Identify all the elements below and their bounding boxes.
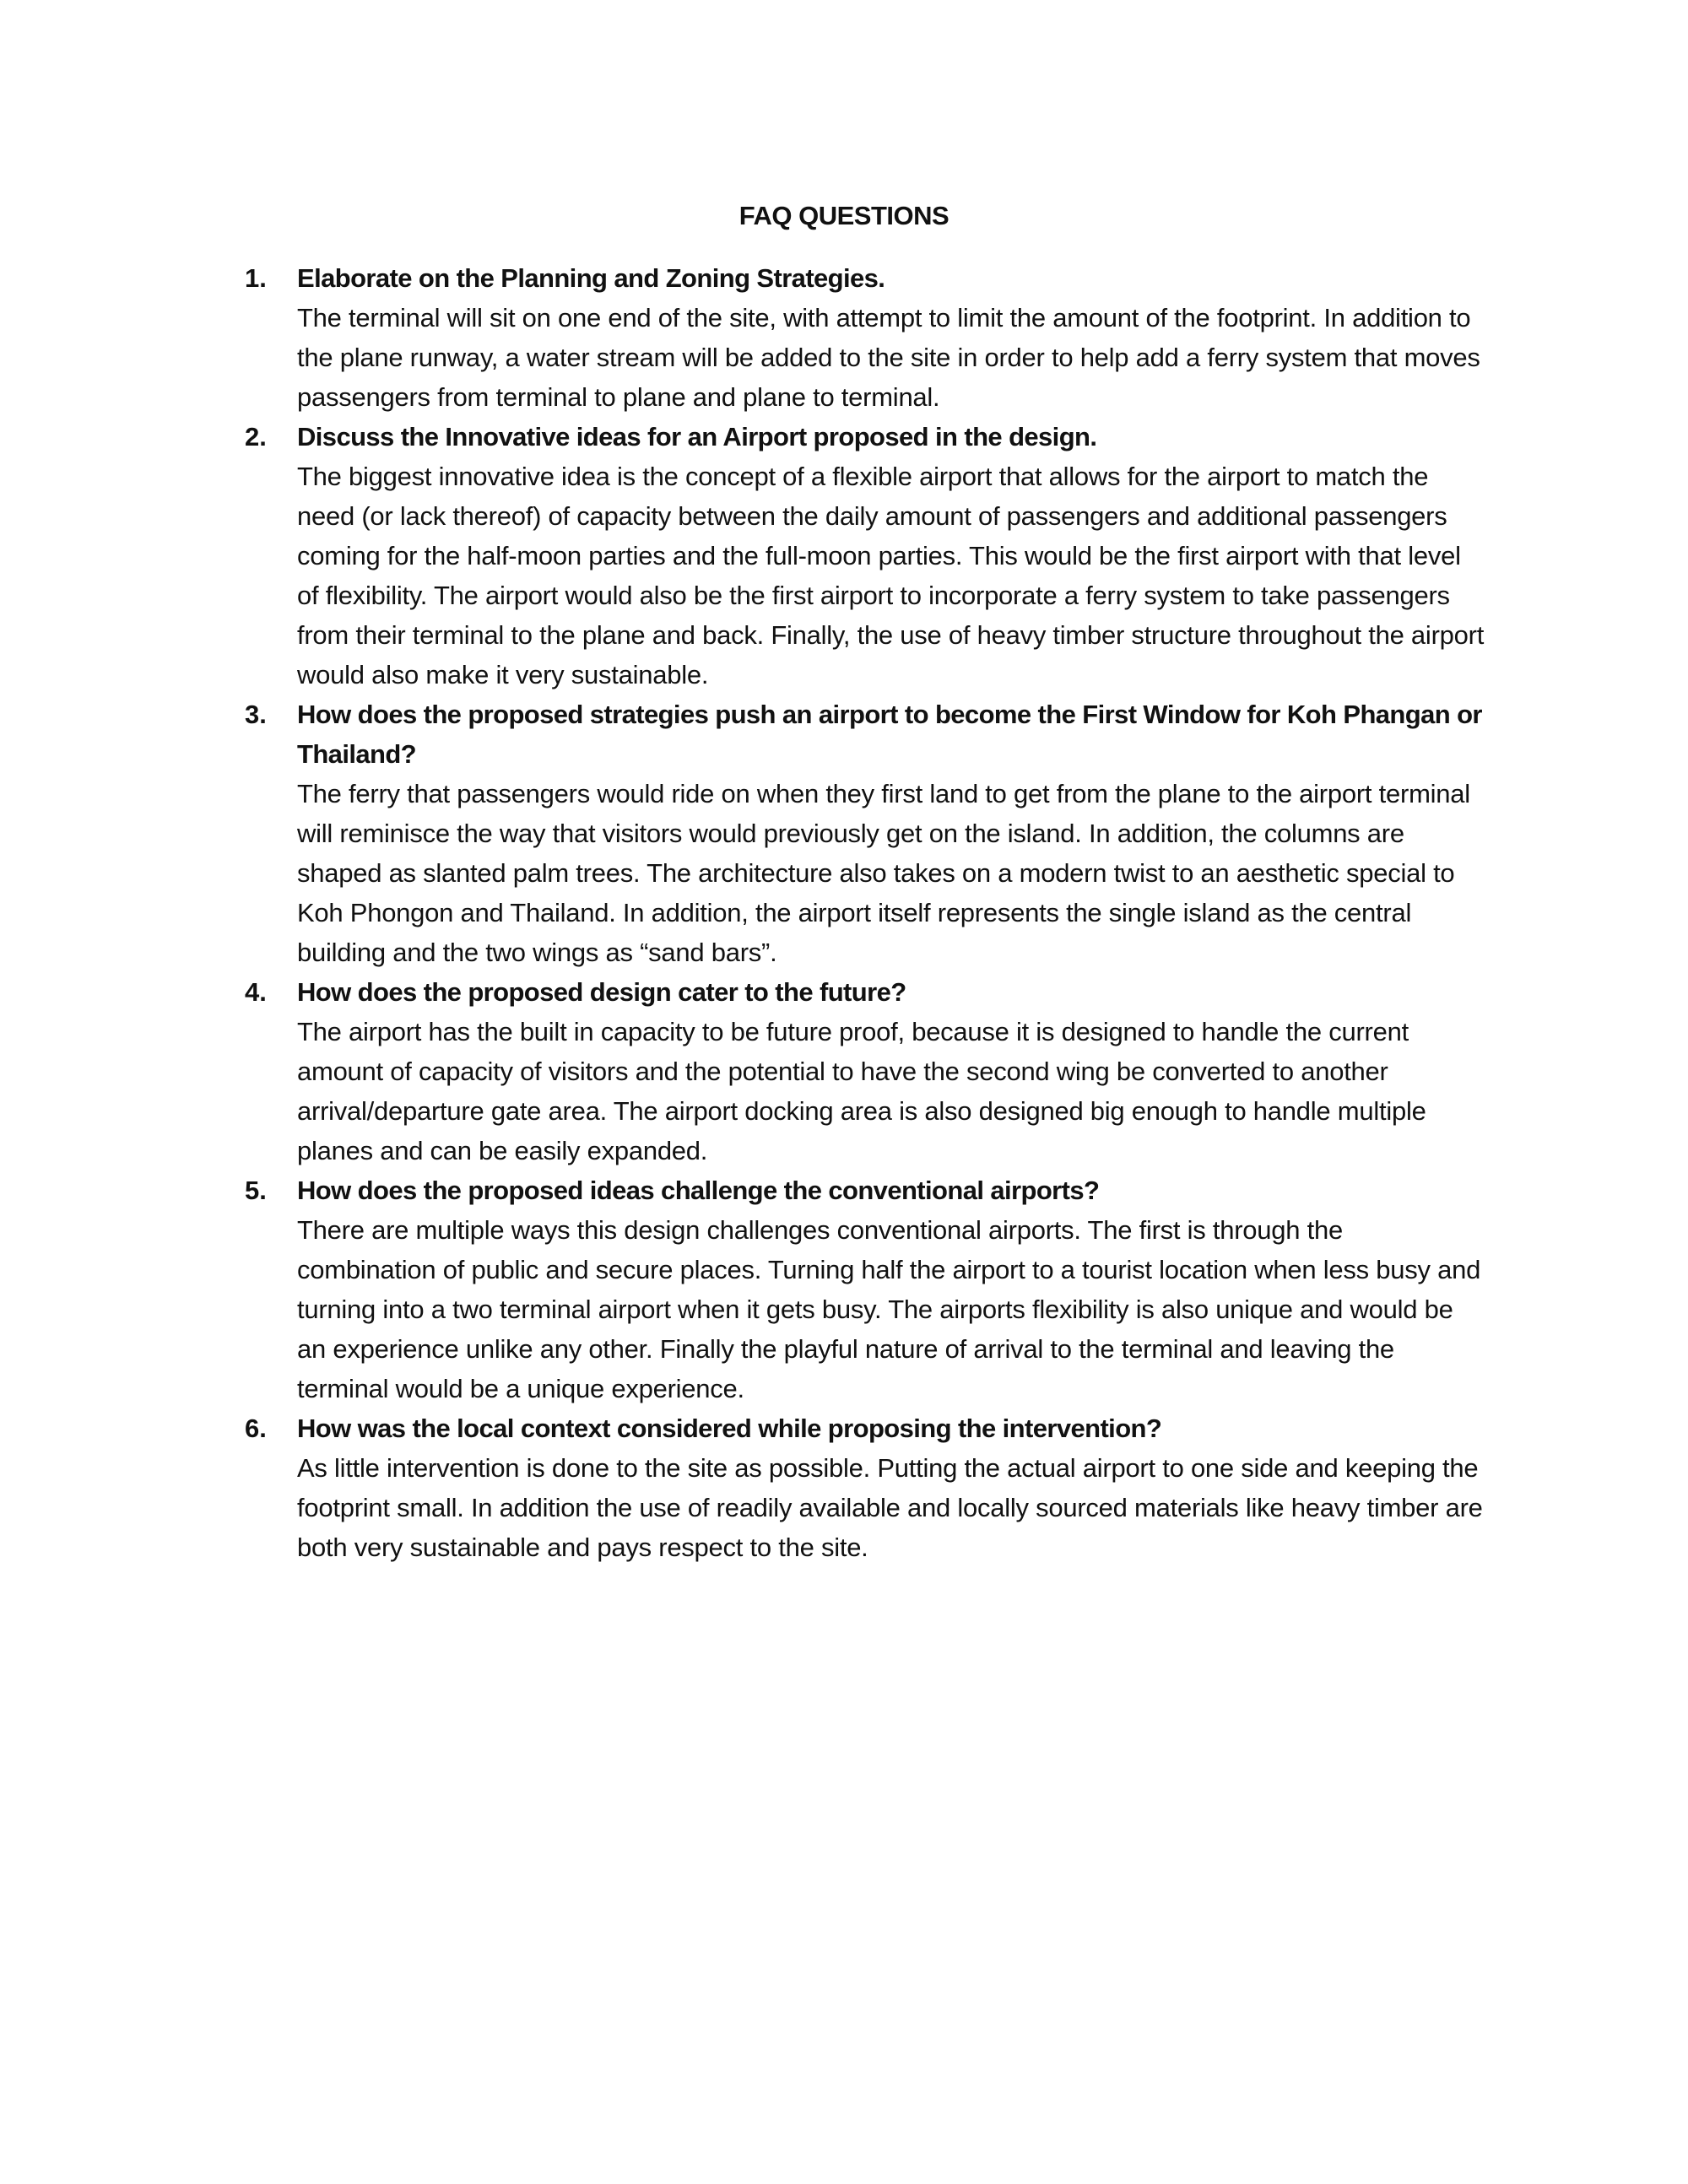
faq-number: 2. (245, 422, 267, 451)
faq-number: 6. (245, 1414, 267, 1443)
faq-list (245, 258, 1485, 1567)
faq-question: Elaborate on the Planning and Zoning Strategies. (297, 263, 885, 293)
faq-answer: The airport has the built in capacity to be future proof, because it is designed to handle the current amount of capacity of visitors and the potential to have the second wing be converted to another arrival/departure gate area. The airport docking area is also designed big enough to handle multiple planes and can be easily expanded. (297, 1017, 1426, 1165)
faq-item-2 (245, 417, 1485, 695)
faq-answer: As little intervention is done to the site as possible. Putting the actual airport to one side and keeping the footprint small. In addition the use of readily available and locally sourced materials like heavy timber are both very sustainable and pays respect to the site. (297, 1453, 1483, 1562)
faq-answer: There are multiple ways this design challenges conventional airports. The first is through the combination of public and secure places. Turning half the airport to a tourist location when less busy and turning into a two terminal airport when it gets busy. The airports flexibility is also unique and would be an experience unlike any other. Finally the playful nature of arrival to the terminal and leaving the terminal would be a unique experience. (297, 1215, 1481, 1403)
faq-question: Discuss the Innovative ideas for an Airport proposed in the design. (297, 422, 1097, 451)
faq-item-1 (245, 258, 1485, 417)
faq-answer: The terminal will sit on one end of the site, with attempt to limit the amount of the footprint. In addition to the plane runway, a water stream will be added to the site in order to help add a ferry system that moves passengers from terminal to plane and plane to terminal. (297, 303, 1480, 412)
faq-number: 1. (245, 263, 267, 293)
faq-item-5 (245, 1170, 1485, 1408)
faq-item-4 (245, 972, 1485, 1170)
page-title: FAQ QUESTIONS (738, 201, 950, 230)
faq-answer: The biggest innovative idea is the concept of a flexible airport that allows for the airport to match the need (or lack thereof) of capacity between the daily amount of passengers and additional passengers coming for the half-moon parties and the full-moon parties. This would be the first airport with that level of flexibility. The airport would also be the first airport to incorporate a ferry system to take passengers from their terminal to the plane and back. Finally, the use of heavy timber structure throughout the airport would also make it very sustainable. (297, 462, 1485, 689)
faq-question: How does the proposed design cater to the future? (297, 977, 906, 1007)
faq-item-3 (245, 695, 1485, 972)
faq-answer: The ferry that passengers would ride on when they first land to get from the plane to the airport terminal will reminisce the way that visitors would previously get on the island. In addition, the columns are shaped as slanted palm trees. The architecture also takes on a modern twist to an aesthetic special to Koh Phongon and Thailand. In addition, the airport itself represents the single island as the central building and the two wings as “sand bars”. (297, 779, 1470, 967)
faq-question: How does the proposed strategies push an airport to become the First Window for Koh Phangan or Thailand? (297, 700, 1482, 769)
faq-item-6 (245, 1408, 1485, 1567)
faq-number: 3. (245, 700, 267, 729)
faq-question: How was the local context considered while proposing the intervention? (297, 1414, 1162, 1443)
faq-number: 4. (245, 977, 267, 1007)
faq-number: 5. (245, 1176, 267, 1205)
faq-question: How does the proposed ideas challenge the conventional airports? (297, 1176, 1100, 1205)
